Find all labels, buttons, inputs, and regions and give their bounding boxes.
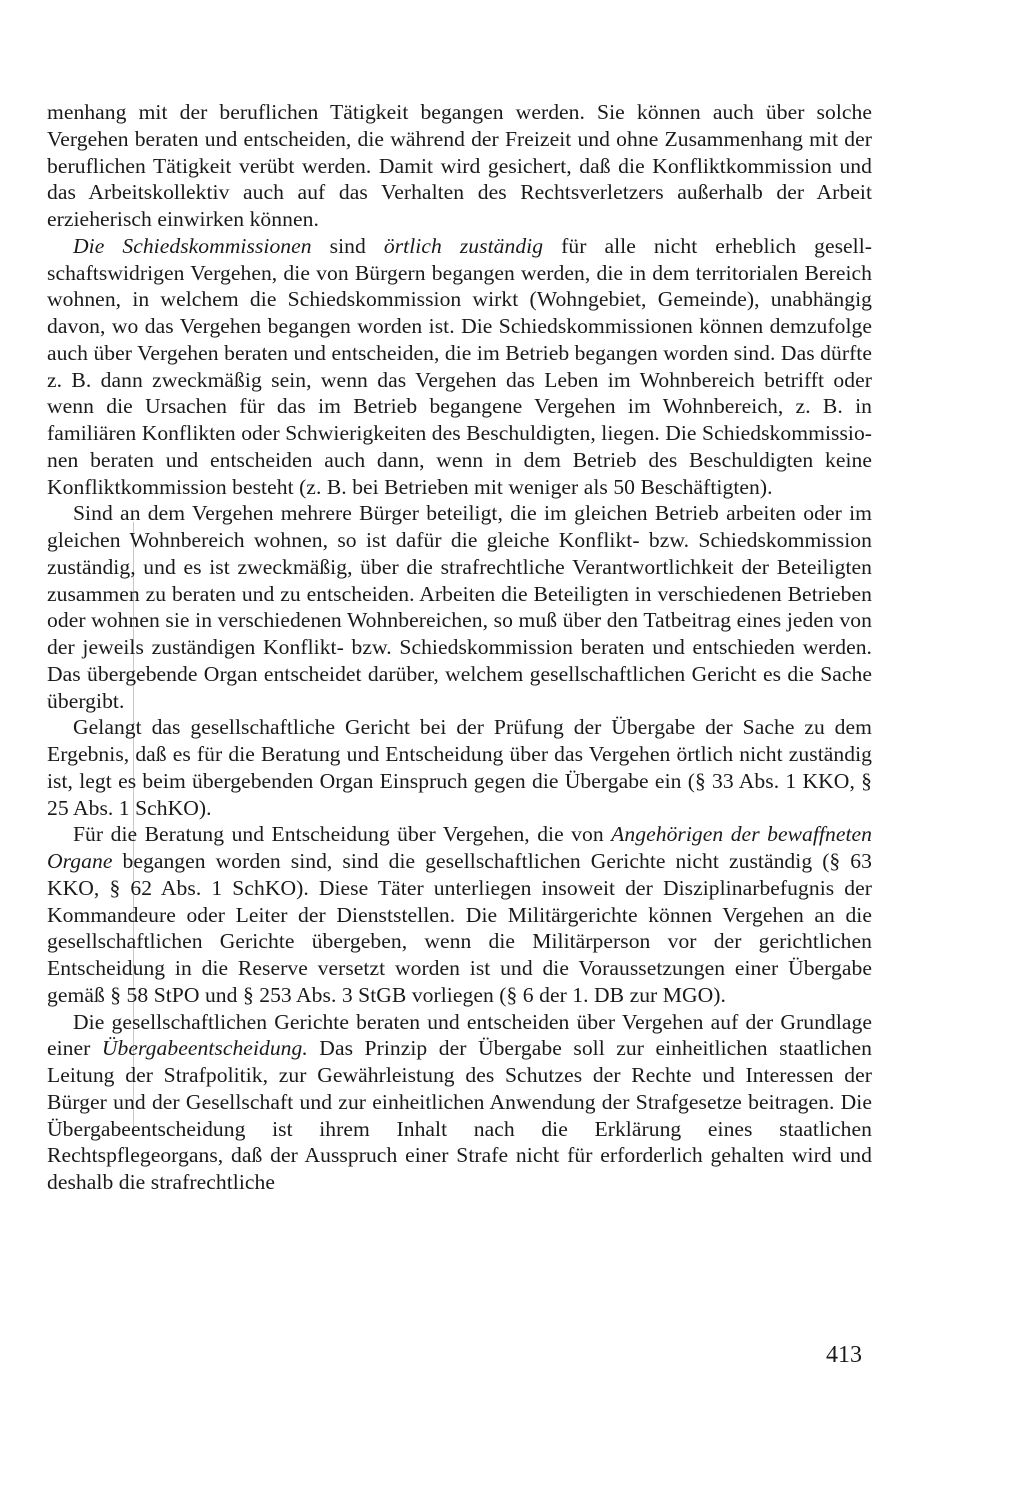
text-run: für alle nicht erheblich gesellschaftswidrigen Vergehen, die von Bürgern begangen werden, die in dem territorialen Bereich wohnen, in welchem die Schiedskommission wirkt (Wohngebiet, Gemeinde), unabhängig davon, wo das Vergehen begangen worden ist. Die Schiedskommissionen können demzufolge auch über Vergehen beraten und entscheiden, die im Betrieb begangen worden sind. Das dürfte z. B. dann zweckmäßig sein, wenn das Vergehen das Leben im Wohnbereich betrifft oder wenn die Ursachen für das im Betrieb begangene Vergehen im Wohnbereich, z. B. in familiären Konflikten oder Schwierigkeiten des Beschuldigten, liegen. Die Schiedskommissionen beraten und entscheiden auch dann, wenn in dem Betrieb des Beschuldigten keine Konfliktkommission besteht (z. B. bei Betrieben mit weniger als 50 Beschäftigten). (47, 233, 872, 499)
text-run: Gelangt das gesellschaftliche Gericht bei der Prüfung der Übergabe der Sache zu dem Ergebnis, daß es für die Beratung und Entscheidung über das Vergehen örtlich nicht zuständig ist, legt es beim übergebenden Organ Einspruch gegen die Übergabe ein (§ 33 Abs. 1 KKO, § 25 Abs. 1 SchKO). (47, 715, 872, 820)
paragraph (47, 500, 872, 714)
paragraph (47, 714, 872, 821)
text-run: Die gesellschaftlichen Gerichte beraten und entscheiden über Vergehen auf der Grundlage einer (47, 1009, 872, 1061)
paragraph (47, 233, 872, 501)
paragraph (47, 821, 872, 1008)
body-text (47, 99, 872, 1196)
text-run: begangen worden sind, sind die gesellschaftlichen Gerichte nicht zuständig (§ 63 KKO, § 62 Abs. 1 SchKO). Diese Täter unterliegen insoweit der Disziplinarbefugnis der Kommandeure oder Leiter der Dienststellen. Die Militärgerichte können Vergehen an die gesellschaftlichen Gerichte übergeben, wenn die Militärperson vor der gerichtlichen Entscheidung in die Reserve versetzt worden ist und die Voraussetzungen einer Übergabe gemäß § 58 StPO und § 253 Abs. 3 StGB vorliegen (§ 6 der 1. DB zur MGO). (47, 849, 872, 1007)
text-run: Das Prinzip der Übergabe soll zur einheitlichen staatlichen Leitung der Strafpolitik, zur Gewährleistung des Schutzes der Rechte und Interessen der Bürger und der Gesellschaft und zur einheitlichen Anwendung der Strafgesetze beitragen. Die Übergabeentscheidung ist ihrem Inhalt nach die Erklärung eines staatlichen Rechtspflegeorgans, daß der Ausspruch einer Strafe nicht für erforderlich gehalten wird und deshalb die strafrechtliche (47, 1036, 872, 1194)
paragraph (47, 99, 872, 233)
italic-text: Übergabeentscheidung. (101, 1036, 308, 1061)
italic-text: örtlich zuständig (383, 233, 544, 258)
text-run: Sind an dem Vergehen mehrere Bürger beteiligt, die im gleichen Betrieb arbeiten oder im gleichen Wohnbereich wohnen, so ist dafür die gleiche Konflikt- bzw. Schiedskommission zuständig, und es ist zweckmäßig, über die strafrechtliche Verantwortlichkeit der Beteiligten zusammen zu beraten und zu entscheiden. Arbeiten die Beteiligten in verschiedenen Betrieben oder wohnen sie in verschiedenen Wohnbereichen, so muß über den Tatbeitrag eines jeden von der jeweils zuständigen Konflikt- bzw. Schiedskommission beraten und entschieden werden. Das übergebende Organ entscheidet darüber, welchem gesellschaftlichen Gericht es die Sache übergibt. (47, 501, 872, 713)
paragraph (47, 1009, 872, 1196)
text-run: menhang mit der beruflichen Tätigkeit begangen werden. Sie können auch über solche Vergehen beraten und entscheiden, die während der Freizeit und ohne Zusammenhang mit der beruflichen Tätigkeit verübt werden. Damit wird gesichert, daß die Konfliktkommission und das Arbeitskollektiv auch auf das Verhalten des Rechtsverletzers außerhalb der Arbeit erzieherisch einwirken können. (47, 100, 872, 231)
text-run: Für die Beratung und Entscheidung über Vergehen, die von (73, 822, 612, 847)
text-run: sind (311, 233, 384, 258)
italic-text: Angehörigen der bewaffneten Organe (47, 822, 872, 873)
page-number: 413 (826, 1342, 862, 1368)
italic-text: Die Schiedskommissionen (73, 233, 312, 258)
